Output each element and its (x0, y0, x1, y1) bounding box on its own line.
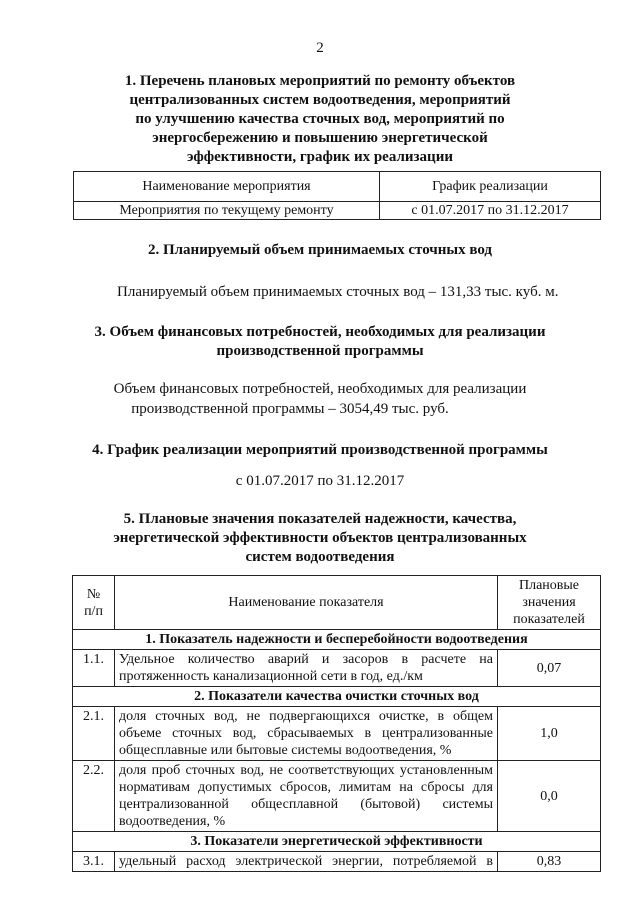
title-line: систем водоотведения (245, 549, 395, 565)
planned-value: 0,07 (498, 650, 601, 687)
title-line: энергосбережению и повышению энергетической (152, 130, 488, 146)
planned-value: 1,0 (498, 707, 601, 761)
table-row (74, 202, 601, 220)
group-title-row (73, 832, 601, 852)
row-number: 2.1. (73, 707, 115, 761)
header-line: № (86, 586, 101, 602)
text-line: Объем финансовых потребностей, необходимых для реализации (113, 381, 527, 397)
text-line: доля сточных вод, не подвергающихся очистке, в общем (119, 709, 493, 724)
title-line: 1. Перечень плановых мероприятий по ремонту объектов (124, 73, 516, 89)
header-line: значения (522, 595, 576, 610)
section3-text (0, 379, 640, 419)
text-line: производственной программы – 3054,49 тыс. руб. (131, 401, 449, 417)
header-activity-name: Наименование мероприятия (74, 172, 380, 202)
page-number: 2 (316, 40, 324, 56)
title-line: 5. Плановые значения показателей надежности, качества, (123, 511, 517, 527)
group-title: 3. Показатели энергетической эффективности (73, 832, 601, 852)
section4-title: 4. График реализации мероприятий производственной программы (92, 442, 548, 458)
text-line: объеме сточных вод, сбрасываемых в централизованные (119, 726, 493, 741)
text-line: нормативам допустимых сбросов, лимитам на сбросы для (119, 780, 493, 795)
table-row (73, 852, 601, 872)
title-line: производственной программы (216, 343, 424, 359)
group-title-row (73, 630, 601, 650)
title-line: эффективности, график их реализации (187, 149, 453, 165)
header-indicator-name: Наименование показателя (115, 576, 498, 630)
text-line: водоотведения, % (119, 814, 226, 829)
header-schedule: График реализации (380, 172, 601, 202)
text-line: общесплавные или бытовые системы водоотведения, % (119, 743, 452, 758)
title-line: 3. Объем финансовых потребностей, необходимых для реализации (94, 324, 546, 340)
text-line: доля проб сточных вод, не соответствующих установленным (119, 763, 493, 778)
activity-name-cell: Мероприятия по текущему ремонту (74, 202, 380, 220)
group-title-row (73, 687, 601, 707)
section2-title: 2. Планируемый объем принимаемых сточных вод (147, 242, 493, 258)
section2-text: Планируемый объем принимаемых сточных вод – 131,33 тыс. куб. м. (117, 284, 559, 300)
header-line: показателей (513, 612, 585, 627)
table-row (73, 761, 601, 832)
indicator-name (115, 852, 498, 872)
section4-text: с 01.07.2017 по 31.12.2017 (235, 473, 405, 489)
section5-title (0, 510, 640, 567)
section1-title (0, 72, 640, 167)
text-line: протяженность канализационной сети в год, ед./км (119, 669, 423, 684)
planned-value: 0,0 (498, 761, 601, 832)
section3-title (0, 323, 640, 361)
row-number: 2.2. (73, 761, 115, 832)
group-title: 1. Показатель надежности и бесперебойности водоотведения (73, 630, 601, 650)
table-header-row (74, 172, 601, 202)
row-number: 1.1. (73, 650, 115, 687)
indicator-name (115, 761, 498, 832)
table-row (73, 707, 601, 761)
header-planned-values (498, 576, 601, 630)
title-line: энергетической эффективности объектов централизованных (113, 530, 527, 546)
title-line: по улучшению качества сточных вод, мероприятий по (135, 111, 505, 127)
title-line: централизованных систем водоотведения, мероприятий (129, 92, 511, 108)
planned-value: 0,83 (498, 852, 601, 872)
schedule-cell: с 01.07.2017 по 31.12.2017 (380, 202, 601, 220)
header-number (73, 576, 115, 630)
header-line: Плановые (518, 578, 580, 593)
activities-table (73, 171, 601, 220)
text-line: Удельное количество аварий и засоров в расчете на (119, 652, 493, 667)
table-row (73, 650, 601, 687)
text-line: централизованной общесплавной (бытовой) системы (119, 797, 493, 812)
row-number: 3.1. (73, 852, 115, 872)
indicator-name (115, 707, 498, 761)
text-line: удельный расход электрической энергии, потребляемой в (119, 854, 493, 869)
header-line: п/п (84, 603, 103, 619)
group-title: 2. Показатели качества очистки сточных вод (73, 687, 601, 707)
table-header-row (73, 576, 601, 630)
indicators-table (72, 575, 601, 872)
indicator-name (115, 650, 498, 687)
